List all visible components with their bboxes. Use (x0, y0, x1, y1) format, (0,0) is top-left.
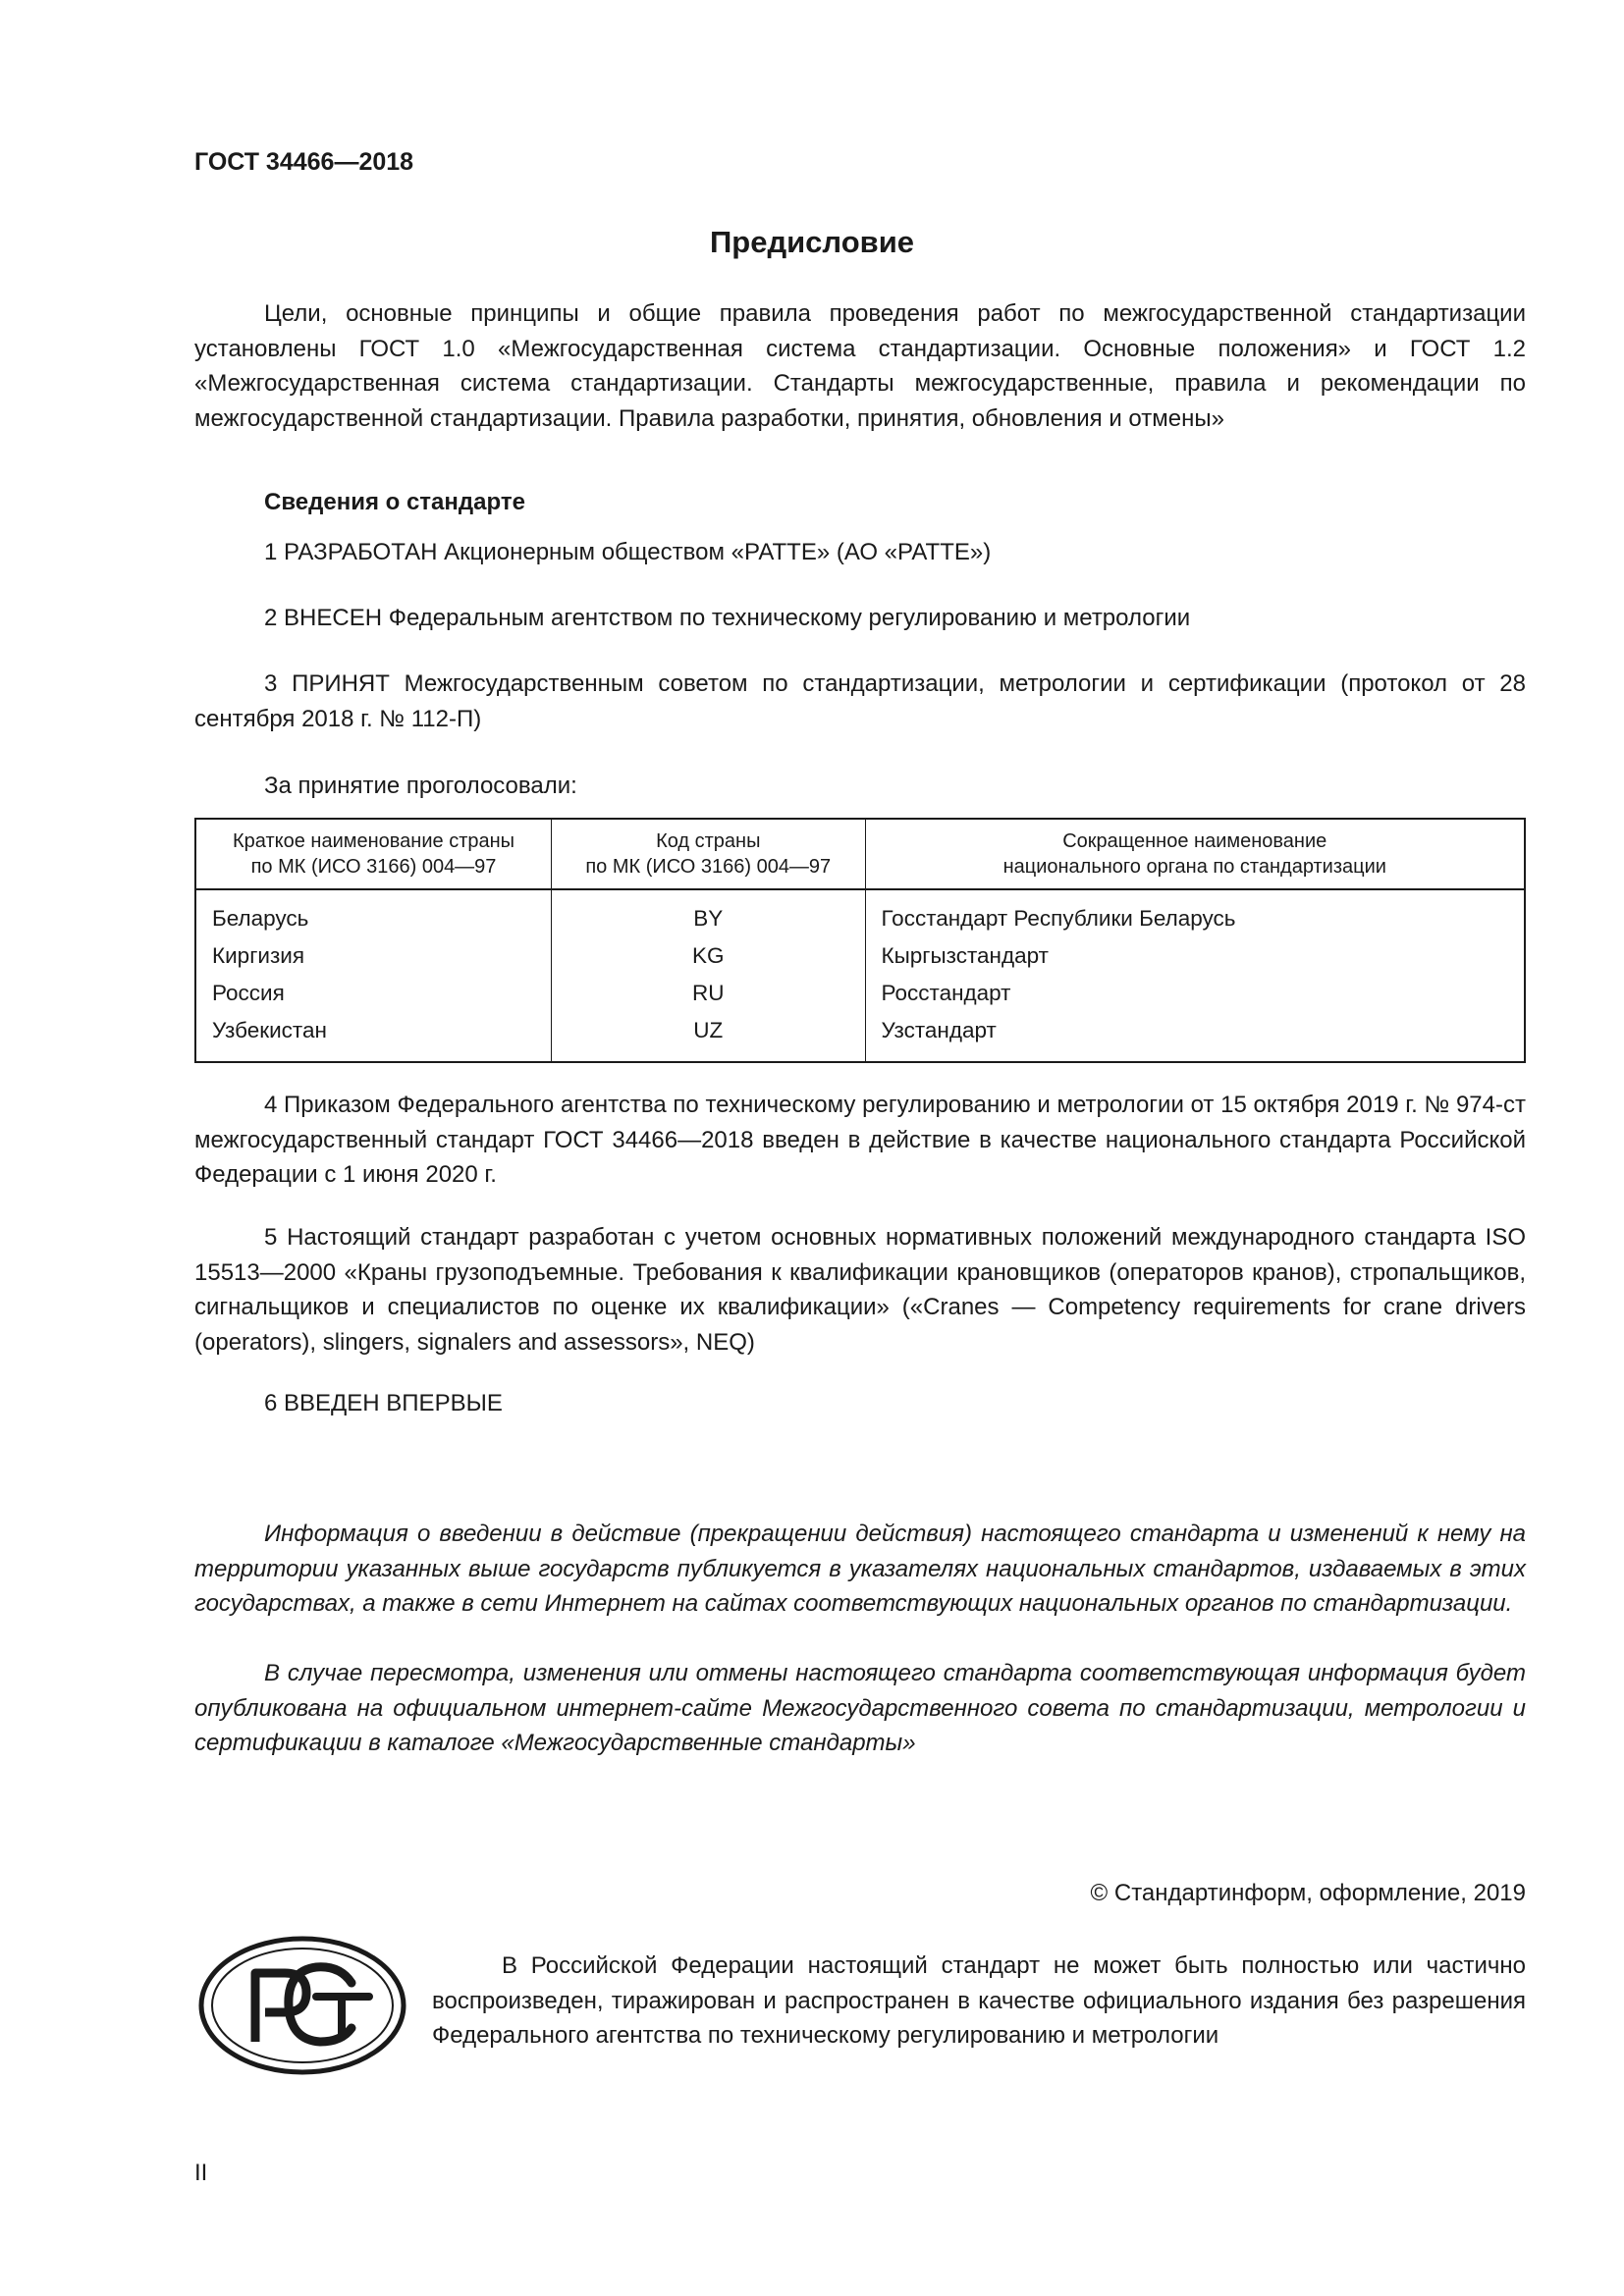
item-basis: 5 Настоящий стандарт разработан с учетом основных нормативных положений международного стандарта ISO 15513—2000 «Краны грузоподъемные. Требования к квалификации крановщиков (операторов кранов), стропальщиков, сигнальщиков и специалистов по оценке их квалификации» («Cranes — Competency requirements for crane drivers (operators), slingers, signalers and assessors», NEQ) (194, 1224, 1526, 1356)
col-header-body: Сокращенное наименование национального органа по стандартизации (865, 819, 1525, 889)
cell-body: Госстандарт Республики Беларусь (881, 906, 1236, 931)
col-header-code: Код страны по МК (ИСО 3166) 004—97 (552, 819, 865, 889)
item-first-introduced: 6 ВВЕДЕН ВПЕРВЫЕ (264, 1390, 503, 1416)
notice-paragraph-2: В случае пересмотра, изменения или отмены настоящего стандарта соответствующая информация будет опубликована на официальном интернет-сайте Межгосударственного совета по стандартизации, метрологии и сертификации в каталоге «Межгосударственные стандарты» (194, 1660, 1526, 1756)
cell-code: BY (552, 889, 865, 937)
cell-country: Россия (195, 975, 552, 1012)
voting-table (194, 818, 1526, 1063)
section-heading: Сведения о стандарте (264, 489, 525, 515)
rights-notice: В Российской Федерации настоящий стандарт не может быть полностью или частично воспроизведен, тиражирован и распространен в качестве официального издания без разрешения Федерального агентства по техническому регулированию и метрологии (432, 1952, 1526, 2049)
page-title: Предисловие (709, 225, 914, 259)
table-row (195, 937, 1525, 975)
table-row (195, 975, 1525, 1012)
rst-logo (194, 1932, 410, 2079)
vote-intro: За принятие проголосовали: (264, 773, 577, 799)
table-row (195, 889, 1525, 937)
cell-country: Киргизия (195, 937, 552, 975)
page-number: II (194, 2160, 208, 2186)
item-developed: 1 РАЗРАБОТАН Акционерным обществом «РАТТЕ» (АО «РАТТЕ») (264, 539, 992, 565)
item-enacted: 4 Приказом Федерального агентства по техническому регулированию и метрологии от 15 октября 2019 г. № 974-ст межгосударственный стандарт ГОСТ 34466—2018 введен в действие в качестве национального стандарта Российской Федерации с 1 июня 2020 г. (194, 1092, 1526, 1188)
table-row (195, 1012, 1525, 1062)
cell-body: Узстандарт (881, 1018, 997, 1042)
cell-code: UZ (552, 1012, 865, 1062)
cell-country: Узбекистан (195, 1012, 552, 1062)
cell-body: Росстандарт (881, 981, 1011, 1005)
notice-paragraph-1: Информация о введении в действие (прекращении действия) настоящего стандарта и изменений к нему на территории указанных выше государств публикуется в указателях национальных стандартов, издаваемых в этих государствах, а также в сети Интернет на сайтах соответствующих национальных органов по стандартизации. (194, 1521, 1526, 1617)
col-header-country: Краткое наименование страны по МК (ИСО 3166) 004—97 (195, 819, 552, 889)
cell-body: Кыргызстандарт (881, 943, 1049, 968)
item-adopted: 3 ПРИНЯТ Межгосударственным советом по стандартизации, метрологии и сертификации (протокол от 28 сентября 2018 г. № 112-П) (194, 670, 1526, 732)
cell-country: Беларусь (195, 889, 552, 937)
copyright-line: © Стандартинформ, оформление, 2019 (1090, 1880, 1526, 1906)
table-header-row (195, 819, 1525, 889)
cell-code: RU (552, 975, 865, 1012)
item-submitted: 2 ВНЕСЕН Федеральным агентством по техническому регулированию и метрологии (264, 605, 1191, 631)
document-id: ГОСТ 34466—2018 (194, 148, 414, 176)
intro-paragraph: Цели, основные принципы и общие правила проведения работ по межгосударственной стандартизации установлены ГОСТ 1.0 «Межгосударственная система стандартизации. Основные положения» и ГОСТ 1.2 «Межгосударственная система стандартизации. Стандарты межгосударственные, правила и рекомендации по межгосударственной стандартизации. Правила разработки, принятия, обновления и отмены» (194, 300, 1526, 432)
cell-code: KG (552, 937, 865, 975)
